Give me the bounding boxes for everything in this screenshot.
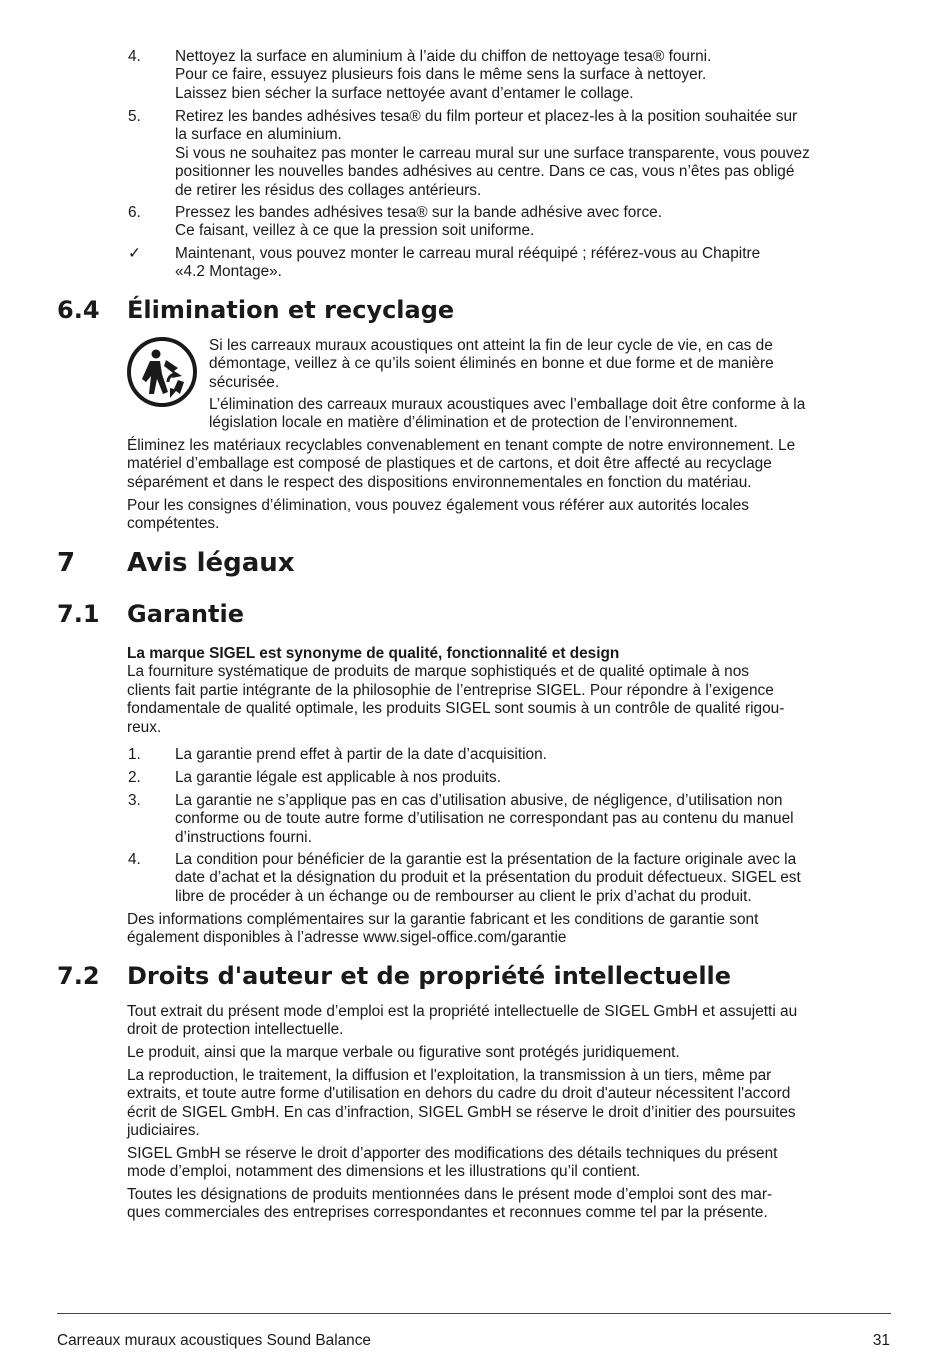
list-text-line: Maintenant, vous pouvez monter le carreau mural rééquipé ; référez-vous au Chapitre xyxy=(175,245,761,262)
list-item xyxy=(128,48,898,103)
text-line: matériel d’emballage est composé de plastiques et de cartons, et doit être affecté au recyclage xyxy=(127,455,772,473)
list-text-line: de retirer les résidus des collages antérieurs. xyxy=(175,181,482,199)
list-item xyxy=(128,769,898,787)
text-line: La reproduction, le traitement, la diffusion et l'exploitation, la transmission à un tiers, même par xyxy=(127,1067,772,1084)
paragraph xyxy=(127,1003,897,1040)
list-text-line: Pressez les bandes adhésives tesa® sur la bande adhésive avec force. xyxy=(175,204,663,221)
text-line: Pour les consignes d’élimination, vous pouvez également vous référer aux autorités locales xyxy=(127,497,749,514)
text-line: Tout extrait du présent mode d’emploi est la propriété intellectuelle de SIGEL GmbH et assujetti au xyxy=(127,1003,798,1020)
list-text-line: «4.2 Montage». xyxy=(175,263,282,281)
list-text-line: La garantie ne s’applique pas en cas d’utilisation abusive, de négligence, d’utilisation non xyxy=(175,792,783,809)
list-text-line: Ce faisant, veillez à ce que la pression soit uniforme. xyxy=(175,222,535,240)
text-line: L’élimination des carreaux muraux acoustiques avec l’emballage doit être conforme à la xyxy=(209,396,806,413)
list-number: 3. xyxy=(128,792,141,809)
section-title: Élimination et recyclage xyxy=(127,296,455,324)
text-line: mode d’emploi, notamment des dimensions et les illustrations qu’il contient. xyxy=(127,1163,641,1181)
list-text-line: La garantie prend effet à partir de la date d’acquisition. xyxy=(175,746,547,763)
text-line: ques commerciales des entreprises correspondantes et reconnues comme tel par la présente. xyxy=(127,1204,768,1222)
list-text-line: libre de procéder à un échange ou de rembourser au client le prix d’achat du produit. xyxy=(175,887,752,905)
list-text-line: La condition pour bénéficier de la garantie est la présentation de la facture originale avec la xyxy=(175,851,797,868)
triman-recycling-icon xyxy=(126,336,198,408)
paragraph xyxy=(127,645,897,737)
text-line: législation locale en matière d’élimination et de protection de l’environnement. xyxy=(209,414,738,432)
section-title: Droits d'auteur et de propriété intellectuelle xyxy=(127,962,732,990)
text-line: extraits, et toute autre forme d'utilisation en dehors du cadre du droit d'auteur nécessitent l'accord xyxy=(127,1085,791,1103)
text-line: également disponibles à l’adresse www.sigel-office.com/garantie xyxy=(127,929,567,947)
list-text-line: Nettoyez la surface en aluminium à l’aide du chiffon de nettoyage tesa® fourni. xyxy=(175,48,712,65)
list-number: 2. xyxy=(128,769,141,786)
list-text-line: Retirez les bandes adhésives tesa® du film porteur et placez-les à la position souhaitée sur xyxy=(175,108,798,125)
list-item xyxy=(128,108,898,200)
paragraph xyxy=(209,396,899,433)
list-text-line: positionner les nouvelles bandes adhésives au centre. Dans ce cas, vous n’êtes pas obligé xyxy=(175,163,795,181)
section-number: 7.2 xyxy=(57,962,100,990)
text-line: démontage, veillez à ce qu’ils soient éliminés en bonne et due forme et de manière xyxy=(209,355,774,373)
text-line: droit de protection intellectuelle. xyxy=(127,1021,344,1039)
footer-title: Carreaux muraux acoustiques Sound Balance xyxy=(57,1332,371,1349)
list-item xyxy=(128,204,898,241)
text-line: La fourniture systématique de produits de marque sophistiqués et de qualité optimale à nos xyxy=(127,663,749,681)
list-text-line: d’instructions fourni. xyxy=(175,828,312,846)
list-number: 4. xyxy=(128,851,141,868)
paragraph xyxy=(127,1145,897,1182)
list-number: 1. xyxy=(128,746,141,763)
list-number: 6. xyxy=(128,204,141,221)
list-item xyxy=(128,851,898,906)
list-text-line: Pour ce faire, essuyez plusieurs fois dans le même sens la surface à nettoyer. xyxy=(175,66,707,84)
paragraph xyxy=(127,437,897,492)
list-text-line: la surface en aluminium. xyxy=(175,126,342,144)
text-line: fondamentale de qualité optimale, les produits SIGEL sont soumis à un contrôle de qualité rigou- xyxy=(127,700,785,718)
footer-divider xyxy=(57,1313,891,1314)
section-title: Garantie xyxy=(127,600,244,628)
text-line: judiciaires. xyxy=(127,1122,200,1140)
chapter-title: Avis légaux xyxy=(127,548,295,578)
list-text-line: date d’achat et la désignation du produit et la présentation du produit défectueux. SIGEL est xyxy=(175,869,801,887)
paragraph xyxy=(127,1044,897,1062)
list-number: 5. xyxy=(128,108,141,125)
text-line: Toutes les désignations de produits mentionnées dans le présent mode d’emploi sont des mar- xyxy=(127,1186,773,1203)
checkmark-icon: ✓ xyxy=(128,245,141,262)
text-line: sécurisée. xyxy=(209,373,280,391)
page-number: 31 xyxy=(872,1332,890,1349)
list-item xyxy=(128,792,898,847)
paragraph xyxy=(127,1067,897,1141)
list-item xyxy=(128,746,898,764)
list-text-line: conforme ou de toute autre forme d’utilisation ne correspondant pas au contenu du manuel xyxy=(175,810,794,828)
text-line: clients fait partie intégrante de la philosophie de l’entreprise SIGEL. Pour répondre à l’exigence xyxy=(127,681,774,699)
paragraph xyxy=(127,497,897,534)
section-number: 7.1 xyxy=(57,600,100,628)
section-number: 6.4 xyxy=(57,296,100,324)
text-line: écrit de SIGEL GmbH. En cas d’infraction, SIGEL GmbH se réserve le droit d’initier des poursuites xyxy=(127,1103,796,1121)
text-line: Si les carreaux muraux acoustiques ont atteint la fin de leur cycle de vie, en cas de xyxy=(209,337,773,354)
text-line: séparément et dans le respect des dispositions environnementales en fonction du matériau. xyxy=(127,473,752,491)
paragraph xyxy=(127,911,897,948)
list-text-line: Si vous ne souhaitez pas monter le carreau mural sur une surface transparente, vous pouvez xyxy=(175,144,810,162)
list-text-line: Laissez bien sécher la surface nettoyée avant d’entamer le collage. xyxy=(175,84,634,102)
text-line: reux. xyxy=(127,718,162,736)
paragraph xyxy=(127,1186,897,1223)
text-line: Éliminez les matériaux recyclables convenablement en tenant compte de notre environnement. Le xyxy=(127,437,796,454)
list-item xyxy=(128,245,898,282)
list-text-line: La garantie légale est applicable à nos produits. xyxy=(175,769,501,786)
text-line: Le produit, ainsi que la marque verbale ou figurative sont protégés juridiquement. xyxy=(127,1044,680,1061)
text-line: Des informations complémentaires sur la garantie fabricant et les conditions de garantie sont xyxy=(127,911,759,928)
paragraph xyxy=(209,337,899,392)
list-number: 4. xyxy=(128,48,141,65)
text-line: SIGEL GmbH se réserve le droit d’apporter des modifications des détails techniques du présent xyxy=(127,1145,778,1162)
lead-text: La marque SIGEL est synonyme de qualité, fonctionnalité et design xyxy=(127,645,620,662)
chapter-number: 7 xyxy=(57,548,76,578)
text-line: compétentes. xyxy=(127,515,220,533)
